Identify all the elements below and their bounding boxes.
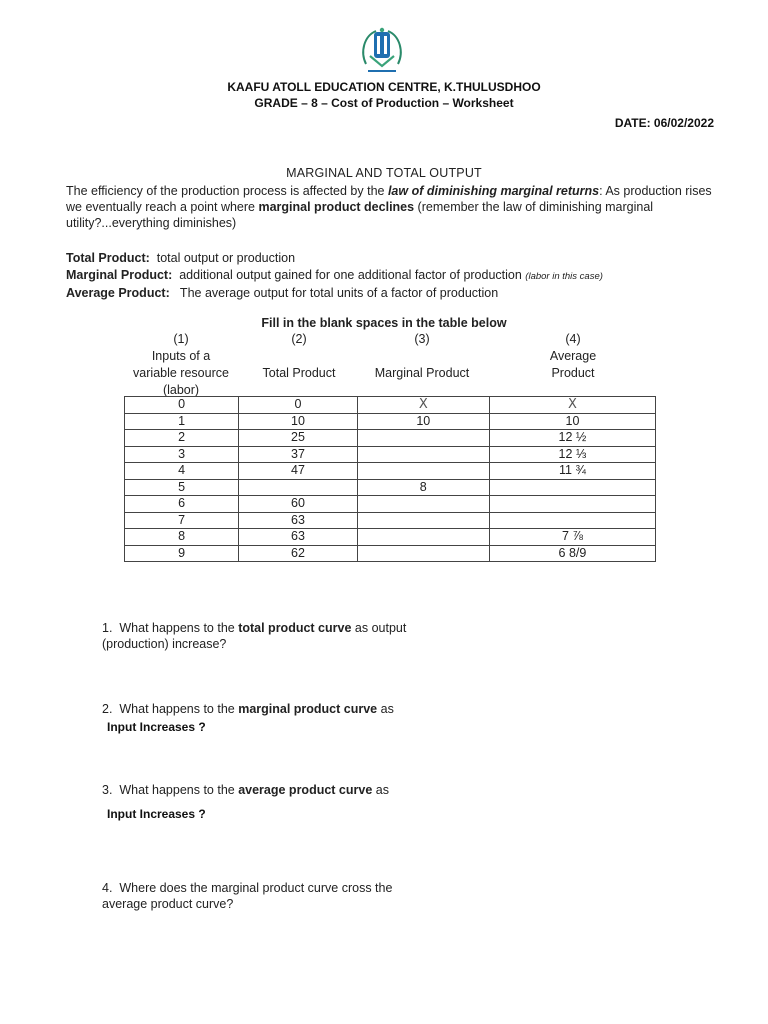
table-cell: 0 [125,397,239,414]
table-row [125,496,656,513]
table-row [125,463,656,480]
question-1-line2: (production) increase? [102,637,227,651]
col4-label-line1: Average [549,349,597,363]
table-cell: X [489,397,655,414]
q2-pre: 2. What happens to the [102,702,239,716]
def-marginal [66,267,746,286]
question-2-answer[interactable]: Input Increases ? [107,720,206,734]
q3-bold: average product curve [238,783,373,797]
intro-paragraph [66,183,726,231]
intro-decline: marginal product declines [258,200,415,214]
table-cell: 2 [125,430,239,447]
table-cell: 11 ¾ [489,463,655,480]
col4-header [490,331,656,382]
question-1-line1 [102,620,406,636]
col3-number: (3) [414,332,430,346]
blank-cell[interactable] [357,512,489,529]
def-average [66,285,746,302]
def-marginal-text: additional output gained for one additional factor of production [172,267,526,282]
question-3 [102,782,389,798]
table-cell: 63 [239,512,357,529]
definitions [66,250,746,302]
table-cell: 12 ½ [489,430,655,447]
col1-label-line2: variable resource [133,366,229,380]
def-marginal-note: (labor in this case) [525,270,603,282]
table-row [125,413,656,430]
col1-number: (1) [173,332,189,346]
question-4-line1: 4. Where does the marginal product curve cross the [102,881,393,895]
table-cell: 8 [125,529,239,546]
table-cell: 12 ⅓ [489,446,655,463]
col4-label-line2: Product [551,366,595,380]
table-row [125,479,656,496]
table-cell: 4 [125,463,239,480]
table-cell: 63 [239,529,357,546]
table-row [125,446,656,463]
intro-law: law of diminishing marginal returns [387,184,600,198]
table-cell: 62 [239,545,357,562]
def-average-text: The average output for total units of a factor of production [169,286,499,300]
col2-header [240,331,358,382]
def-marginal-term: Marginal Product: [66,267,173,282]
q2-bold: marginal product curve [238,702,378,716]
table-cell: 47 [239,463,357,480]
def-total-term: Total Product: [66,251,150,265]
table-cell: 7 ⅞ [489,529,655,546]
blank-cell[interactable] [357,529,489,546]
blank-cell[interactable] [489,479,655,496]
blank-cell[interactable] [489,496,655,513]
worksheet-date: DATE: 06/02/2022 [614,116,714,130]
table-cell: 7 [125,512,239,529]
col4-number: (4) [565,332,581,346]
blank-cell[interactable] [357,496,489,513]
section-title: MARGINAL AND TOTAL OUTPUT [286,166,482,180]
blank-cell[interactable] [357,463,489,480]
school-logo [358,26,406,76]
intro-text-1: The efficiency of the production process is affected by the [66,184,388,198]
school-name: KAAFU ATOLL EDUCATION CENTRE, K.THULUSDHOO [227,80,541,94]
table-row [125,397,656,414]
col1-label-line1: Inputs of a [151,349,211,363]
table-cell: 3 [125,446,239,463]
table-cell: 5 [125,479,239,496]
q3-post: as [372,783,389,797]
table-cell: 25 [239,430,357,447]
worksheet-title: GRADE – 8 – Cost of Production – Worksheet [254,96,514,110]
q1-pre: 1. What happens to the [102,621,239,635]
question-2 [102,701,394,717]
question-1 [102,620,406,652]
table-cell: 10 [239,413,357,430]
table-cell[interactable]: 10 [357,413,489,430]
col2-label: Total Product [262,366,336,380]
intro-text-2: : As production rises we eventually reach a point where [66,184,712,214]
col3-label: Marginal Product [374,366,470,380]
question-3-answer[interactable]: Input Increases ? [107,807,206,821]
table-title: Fill in the blank spaces in the table below [261,316,507,330]
table-cell: X [357,397,489,414]
table-cell: 37 [239,446,357,463]
blank-cell[interactable] [489,512,655,529]
col2-number: (2) [291,332,307,346]
q3-pre: 3. What happens to the [102,783,239,797]
table-cell: 10 [489,413,655,430]
production-table [124,396,656,562]
table-row [125,545,656,562]
question-4 [102,880,392,912]
question-4-line2: average product curve? [102,897,234,911]
blank-cell[interactable] [357,430,489,447]
table-row [125,529,656,546]
table-cell: 0 [239,397,357,414]
def-total-text: total output or production [149,251,296,265]
q1-post: as output [351,621,407,635]
col1-header [124,331,238,399]
table-cell: 1 [125,413,239,430]
table-cell: 8 [357,479,489,496]
col1-label-line3: (labor) [162,383,200,397]
blank-cell[interactable] [357,446,489,463]
table-cell: 9 [125,545,239,562]
col3-header [356,331,488,382]
intro-text-3: (remember the law of diminishing marginal utility?...everything diminishes) [66,200,654,230]
table-row [125,512,656,529]
table-cell: 6 [125,496,239,513]
q2-post: as [377,702,394,716]
table-cell: 6 8/9 [489,545,655,562]
q1-bold: total product curve [238,621,352,635]
table-row [125,430,656,447]
table-cell: 60 [239,496,357,513]
def-average-term: Average Product: [66,286,170,300]
blank-cell[interactable] [357,545,489,562]
def-total [66,250,746,267]
blank-cell[interactable] [239,479,357,496]
